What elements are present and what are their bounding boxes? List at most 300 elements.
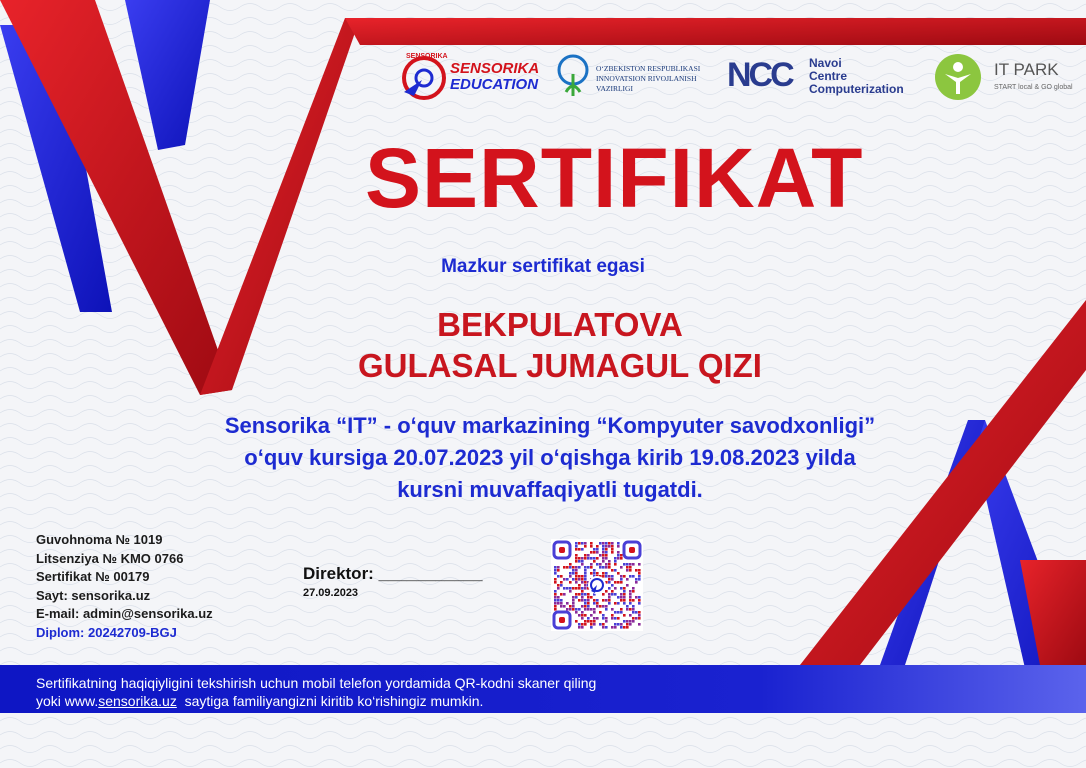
qr-module — [605, 620, 608, 623]
qr-module — [557, 569, 560, 572]
qr-module — [629, 569, 632, 572]
qr-module — [617, 602, 620, 605]
certificate-body — [60, 410, 1040, 506]
qr-module — [578, 566, 581, 569]
qr-module — [569, 590, 572, 593]
qr-module — [590, 542, 593, 545]
qr-module — [638, 575, 641, 578]
footer-line-2 — [36, 692, 596, 710]
qr-module — [593, 623, 596, 626]
qr-module — [554, 590, 557, 593]
qr-module — [581, 563, 584, 566]
qr-module — [584, 623, 587, 626]
qr-module — [584, 608, 587, 611]
qr-module — [593, 611, 596, 614]
qr-module — [557, 566, 560, 569]
qr-module — [575, 566, 578, 569]
qr-module — [626, 578, 629, 581]
qr-module — [599, 611, 602, 614]
qr-module — [602, 542, 605, 545]
qr-module — [560, 581, 563, 584]
qr-module — [584, 578, 587, 581]
qr-module — [629, 593, 632, 596]
qr-module — [572, 578, 575, 581]
ministry-line-2: INNOVATSION RIVOJLANISH — [596, 74, 697, 83]
footer-line-1: Sertifikatning haqiqiyligini tekshirish uchun mobil telefon yordamida QR-kodni skaner qiling — [36, 675, 597, 691]
qr-module — [590, 551, 593, 554]
footer-suffix: saytiga familiyangizni kiritib ko‘rishingiz mumkin. — [176, 693, 484, 709]
qr-module — [620, 554, 623, 557]
qr-module — [602, 548, 605, 551]
ncc-mark: NCC — [727, 56, 792, 94]
qr-module — [602, 599, 605, 602]
qr-module — [557, 599, 560, 602]
qr-module — [626, 626, 629, 629]
qr-module — [617, 581, 620, 584]
qr-module — [602, 614, 605, 617]
qr-module — [563, 566, 566, 569]
qr-module — [581, 560, 584, 563]
qr-module — [572, 602, 575, 605]
qr-module — [638, 623, 641, 626]
qr-module — [554, 602, 557, 605]
qr-module — [623, 575, 626, 578]
qr-module — [605, 617, 608, 620]
qr-module — [581, 623, 584, 626]
qr-module — [554, 593, 557, 596]
qr-module — [638, 596, 641, 599]
sensorika-logo — [398, 52, 548, 102]
qr-module — [581, 593, 584, 596]
qr-module — [635, 578, 638, 581]
qr-module — [566, 578, 569, 581]
qr-module — [560, 605, 563, 608]
qr-module — [566, 566, 569, 569]
qr-module — [581, 611, 584, 614]
qr-module — [608, 566, 611, 569]
qr-module — [578, 593, 581, 596]
qr-module — [563, 578, 566, 581]
qr-module — [578, 560, 581, 563]
sertifikat-number: Sertifikat № 00179 — [36, 569, 150, 584]
qr-module — [611, 626, 614, 629]
qr-module — [608, 563, 611, 566]
qr-module — [626, 605, 629, 608]
qr-module — [611, 542, 614, 545]
qr-module — [611, 617, 614, 620]
qr-module — [557, 587, 560, 590]
qr-module — [554, 578, 557, 581]
owner-label: Mazkur sertifikat egasi — [441, 256, 645, 277]
qr-module — [554, 608, 557, 611]
qr-module — [575, 608, 578, 611]
qr-module — [620, 608, 623, 611]
qr-module — [581, 548, 584, 551]
body-line-2: o‘quv kursiga 20.07.2023 yil o‘qishga kirib 19.08.2023 yilda — [244, 445, 856, 470]
qr-module — [566, 608, 569, 611]
qr-module — [590, 563, 593, 566]
footer-prefix: yoki www. — [36, 693, 99, 709]
qr-module — [605, 626, 608, 629]
qr-module — [614, 593, 617, 596]
qr-module — [602, 551, 605, 554]
qr-module — [587, 596, 590, 599]
qr-module — [584, 557, 587, 560]
qr-module — [617, 611, 620, 614]
qr-module — [575, 575, 578, 578]
qr-module — [596, 617, 599, 620]
qr-module — [593, 551, 596, 554]
qr-module — [578, 599, 581, 602]
qr-module — [563, 587, 566, 590]
qr-module — [608, 602, 611, 605]
qr-module — [575, 548, 578, 551]
qr-module — [590, 608, 593, 611]
qr-module — [629, 599, 632, 602]
ncc-line-3: Computerization — [809, 82, 904, 96]
ministry-line-3: VAZIRLIGI — [596, 84, 633, 93]
qr-module — [617, 554, 620, 557]
qr-module — [593, 548, 596, 551]
qr-module — [569, 605, 572, 608]
qr-module — [605, 557, 608, 560]
qr-module — [599, 563, 602, 566]
qr-module — [623, 602, 626, 605]
qr-module — [584, 620, 587, 623]
qr-module — [584, 566, 587, 569]
qr-module — [560, 593, 563, 596]
qr-module — [569, 581, 572, 584]
qr-module — [617, 557, 620, 560]
qr-module — [620, 566, 623, 569]
sensorika-link[interactable]: sensorika.uz — [98, 693, 177, 709]
qr-module — [608, 542, 611, 545]
qr-module — [575, 593, 578, 596]
qr-module — [596, 545, 599, 548]
qr-module — [578, 548, 581, 551]
qr-module — [611, 608, 614, 611]
qr-module — [623, 626, 626, 629]
qr-module — [605, 575, 608, 578]
qr-module — [620, 623, 623, 626]
qr-module — [575, 542, 578, 545]
qr-module — [572, 572, 575, 575]
qr-module — [608, 593, 611, 596]
qr-module — [587, 605, 590, 608]
qr-module — [626, 584, 629, 587]
qr-module — [587, 599, 590, 602]
qr-module — [590, 620, 593, 623]
qr-module — [578, 623, 581, 626]
qr-module — [581, 557, 584, 560]
sensorika-education: EDUCATION — [450, 76, 539, 93]
qr-module — [578, 584, 581, 587]
qr-module — [617, 617, 620, 620]
qr-module — [575, 569, 578, 572]
qr-module — [581, 626, 584, 629]
qr-module — [572, 566, 575, 569]
qr-module — [560, 599, 563, 602]
qr-module — [557, 602, 560, 605]
sensorika-ring-text: SENSORIKA — [406, 53, 448, 60]
qr-module — [560, 602, 563, 605]
qr-module — [584, 542, 587, 545]
verification-note — [36, 674, 596, 710]
qr-module — [572, 608, 575, 611]
qr-module — [605, 542, 608, 545]
qr-module — [614, 569, 617, 572]
qr-module — [629, 608, 632, 611]
qr-module — [560, 584, 563, 587]
qr-module — [584, 575, 587, 578]
body-line-1: Sensorika “IT” - o‘quv markazining “Kompyuter savodxonligi” — [224, 413, 876, 438]
qr-module — [620, 587, 623, 590]
qr-module — [620, 599, 623, 602]
qr-module — [629, 596, 632, 599]
qr-module — [572, 596, 575, 599]
qr-module — [629, 566, 632, 569]
qr-module — [617, 623, 620, 626]
qr-module — [626, 608, 629, 611]
qr-module — [581, 581, 584, 584]
qr-module — [554, 605, 557, 608]
qr-module — [575, 560, 578, 563]
qr-module — [590, 596, 593, 599]
qr-module — [575, 572, 578, 575]
qr-module — [623, 590, 626, 593]
qr-module — [614, 626, 617, 629]
qr-module — [566, 587, 569, 590]
qr-module — [584, 572, 587, 575]
qr-module — [569, 587, 572, 590]
qr-module — [596, 551, 599, 554]
qr-module — [608, 545, 611, 548]
qr-module — [614, 611, 617, 614]
qr-module — [593, 608, 596, 611]
qr-module — [617, 545, 620, 548]
qr-module — [602, 554, 605, 557]
qr-module — [614, 560, 617, 563]
itpark-logo — [930, 52, 1080, 102]
certificate-title: SERTIFIKAT — [365, 131, 864, 225]
qr-module — [611, 584, 614, 587]
qr-module — [599, 605, 602, 608]
qr-module — [608, 560, 611, 563]
qr-module — [572, 569, 575, 572]
qr-module — [575, 587, 578, 590]
qr-module — [593, 572, 596, 575]
recipient-given-names: GULASAL JUMAGUL QIZI — [358, 347, 762, 384]
qr-module — [611, 575, 614, 578]
qr-module — [554, 596, 557, 599]
qr-module — [602, 626, 605, 629]
qr-module — [614, 587, 617, 590]
qr-module — [584, 593, 587, 596]
qr-module — [620, 611, 623, 614]
qr-module — [602, 560, 605, 563]
qr-module — [638, 602, 641, 605]
qr-module — [590, 626, 593, 629]
qr-module — [620, 581, 623, 584]
qr-module — [635, 611, 638, 614]
ministry-line-1: O‘ZBEKISTON RESPUBLIKASI — [596, 64, 701, 73]
qr-module — [587, 557, 590, 560]
qr-module — [557, 575, 560, 578]
qr-module — [626, 569, 629, 572]
qr-module — [569, 575, 572, 578]
qr-module — [632, 563, 635, 566]
qr-module — [617, 551, 620, 554]
qr-module — [605, 551, 608, 554]
qr-module — [587, 554, 590, 557]
qr-module — [584, 599, 587, 602]
qr-module — [584, 545, 587, 548]
qr-module — [602, 557, 605, 560]
qr-module — [611, 569, 614, 572]
qr-module — [587, 617, 590, 620]
qr-module — [599, 542, 602, 545]
qr-module — [584, 602, 587, 605]
qr-module — [584, 569, 587, 572]
qr-module — [629, 575, 632, 578]
qr-module — [614, 602, 617, 605]
qr-module — [638, 569, 641, 572]
qr-module — [632, 575, 635, 578]
qr-module — [581, 578, 584, 581]
qr-module — [611, 614, 614, 617]
qr-module — [593, 560, 596, 563]
lightbulb-icon — [556, 52, 590, 102]
ncc-logo — [727, 56, 927, 102]
qr-module — [632, 587, 635, 590]
qr-module — [632, 617, 635, 620]
qr-module — [563, 593, 566, 596]
qr-module — [623, 614, 626, 617]
qr-module — [623, 620, 626, 623]
certificate-info — [36, 531, 213, 642]
qr-module — [557, 584, 560, 587]
qr-module — [629, 623, 632, 626]
qr-module — [614, 557, 617, 560]
qr-module — [584, 584, 587, 587]
qr-module — [605, 545, 608, 548]
qr-module — [581, 614, 584, 617]
qr-module — [596, 605, 599, 608]
qr-module — [614, 581, 617, 584]
qr-module — [584, 554, 587, 557]
qr-module — [587, 593, 590, 596]
qr-module — [581, 587, 584, 590]
qr-module — [596, 563, 599, 566]
qr-module — [602, 593, 605, 596]
qr-module — [638, 611, 641, 614]
qr-module — [578, 557, 581, 560]
ncc-line-1: Navoi — [809, 56, 842, 70]
qr-module — [605, 590, 608, 593]
qr-module — [584, 581, 587, 584]
qr-module — [590, 566, 593, 569]
qr-module — [602, 545, 605, 548]
qr-module — [554, 581, 557, 584]
sensorika-name: SENSORIKA — [450, 60, 540, 77]
qr-module — [578, 608, 581, 611]
recipient-surname: BEKPULATOVA — [437, 306, 683, 343]
qr-module — [593, 557, 596, 560]
qr-module — [554, 599, 557, 602]
qr-module — [587, 620, 590, 623]
qr-module — [632, 611, 635, 614]
qr-module — [581, 617, 584, 620]
qr-module — [605, 608, 608, 611]
email: E-mail: admin@sensorika.uz — [36, 606, 213, 621]
qr-module — [578, 587, 581, 590]
qr-module — [584, 587, 587, 590]
qr-module — [596, 599, 599, 602]
qr-module — [638, 617, 641, 620]
qr-module — [578, 626, 581, 629]
litsenziya: Litsenziya № KMO 0766 — [36, 550, 184, 566]
qr-module — [635, 617, 638, 620]
qr-module — [596, 572, 599, 575]
qr-module — [602, 572, 605, 575]
qr-module — [584, 605, 587, 608]
ncc-line-2: Centre — [809, 69, 848, 83]
qr-module — [569, 608, 572, 611]
qr-module — [581, 590, 584, 593]
qr-module — [572, 599, 575, 602]
qr-module — [569, 572, 572, 575]
qr-module — [602, 575, 605, 578]
diplom-code: Diplom: 20242709-BGJ — [36, 624, 177, 640]
qr-module — [599, 566, 602, 569]
qr-module — [602, 617, 605, 620]
qr-module — [581, 542, 584, 545]
qr-module — [635, 596, 638, 599]
qr-module — [590, 614, 593, 617]
qr-module — [629, 614, 632, 617]
qr-module — [623, 599, 626, 602]
qr-module — [560, 575, 563, 578]
qr-module — [605, 572, 608, 575]
qr-module — [605, 563, 608, 566]
qr-module — [593, 602, 596, 605]
qr-module — [611, 593, 614, 596]
qr-module — [608, 596, 611, 599]
qr-module — [572, 605, 575, 608]
qr-module — [620, 596, 623, 599]
qr-module — [554, 566, 557, 569]
qr-module — [575, 545, 578, 548]
qr-module — [620, 578, 623, 581]
body-line-3: kursni muvaffaqiyatli tugatdi. — [397, 477, 703, 502]
qr-module — [602, 566, 605, 569]
qr-module — [602, 605, 605, 608]
qr-module — [587, 566, 590, 569]
qr-module — [617, 596, 620, 599]
qr-module — [581, 599, 584, 602]
qr-module — [617, 572, 620, 575]
qr-module — [611, 590, 614, 593]
qr-module — [578, 578, 581, 581]
qr-module — [599, 554, 602, 557]
qr-module — [587, 608, 590, 611]
qr-module — [605, 599, 608, 602]
qr-module — [626, 566, 629, 569]
qr-module — [611, 548, 614, 551]
qr-module — [593, 617, 596, 620]
qr-module — [581, 596, 584, 599]
guvohnoma: Guvohnoma № 1019 — [36, 532, 163, 547]
